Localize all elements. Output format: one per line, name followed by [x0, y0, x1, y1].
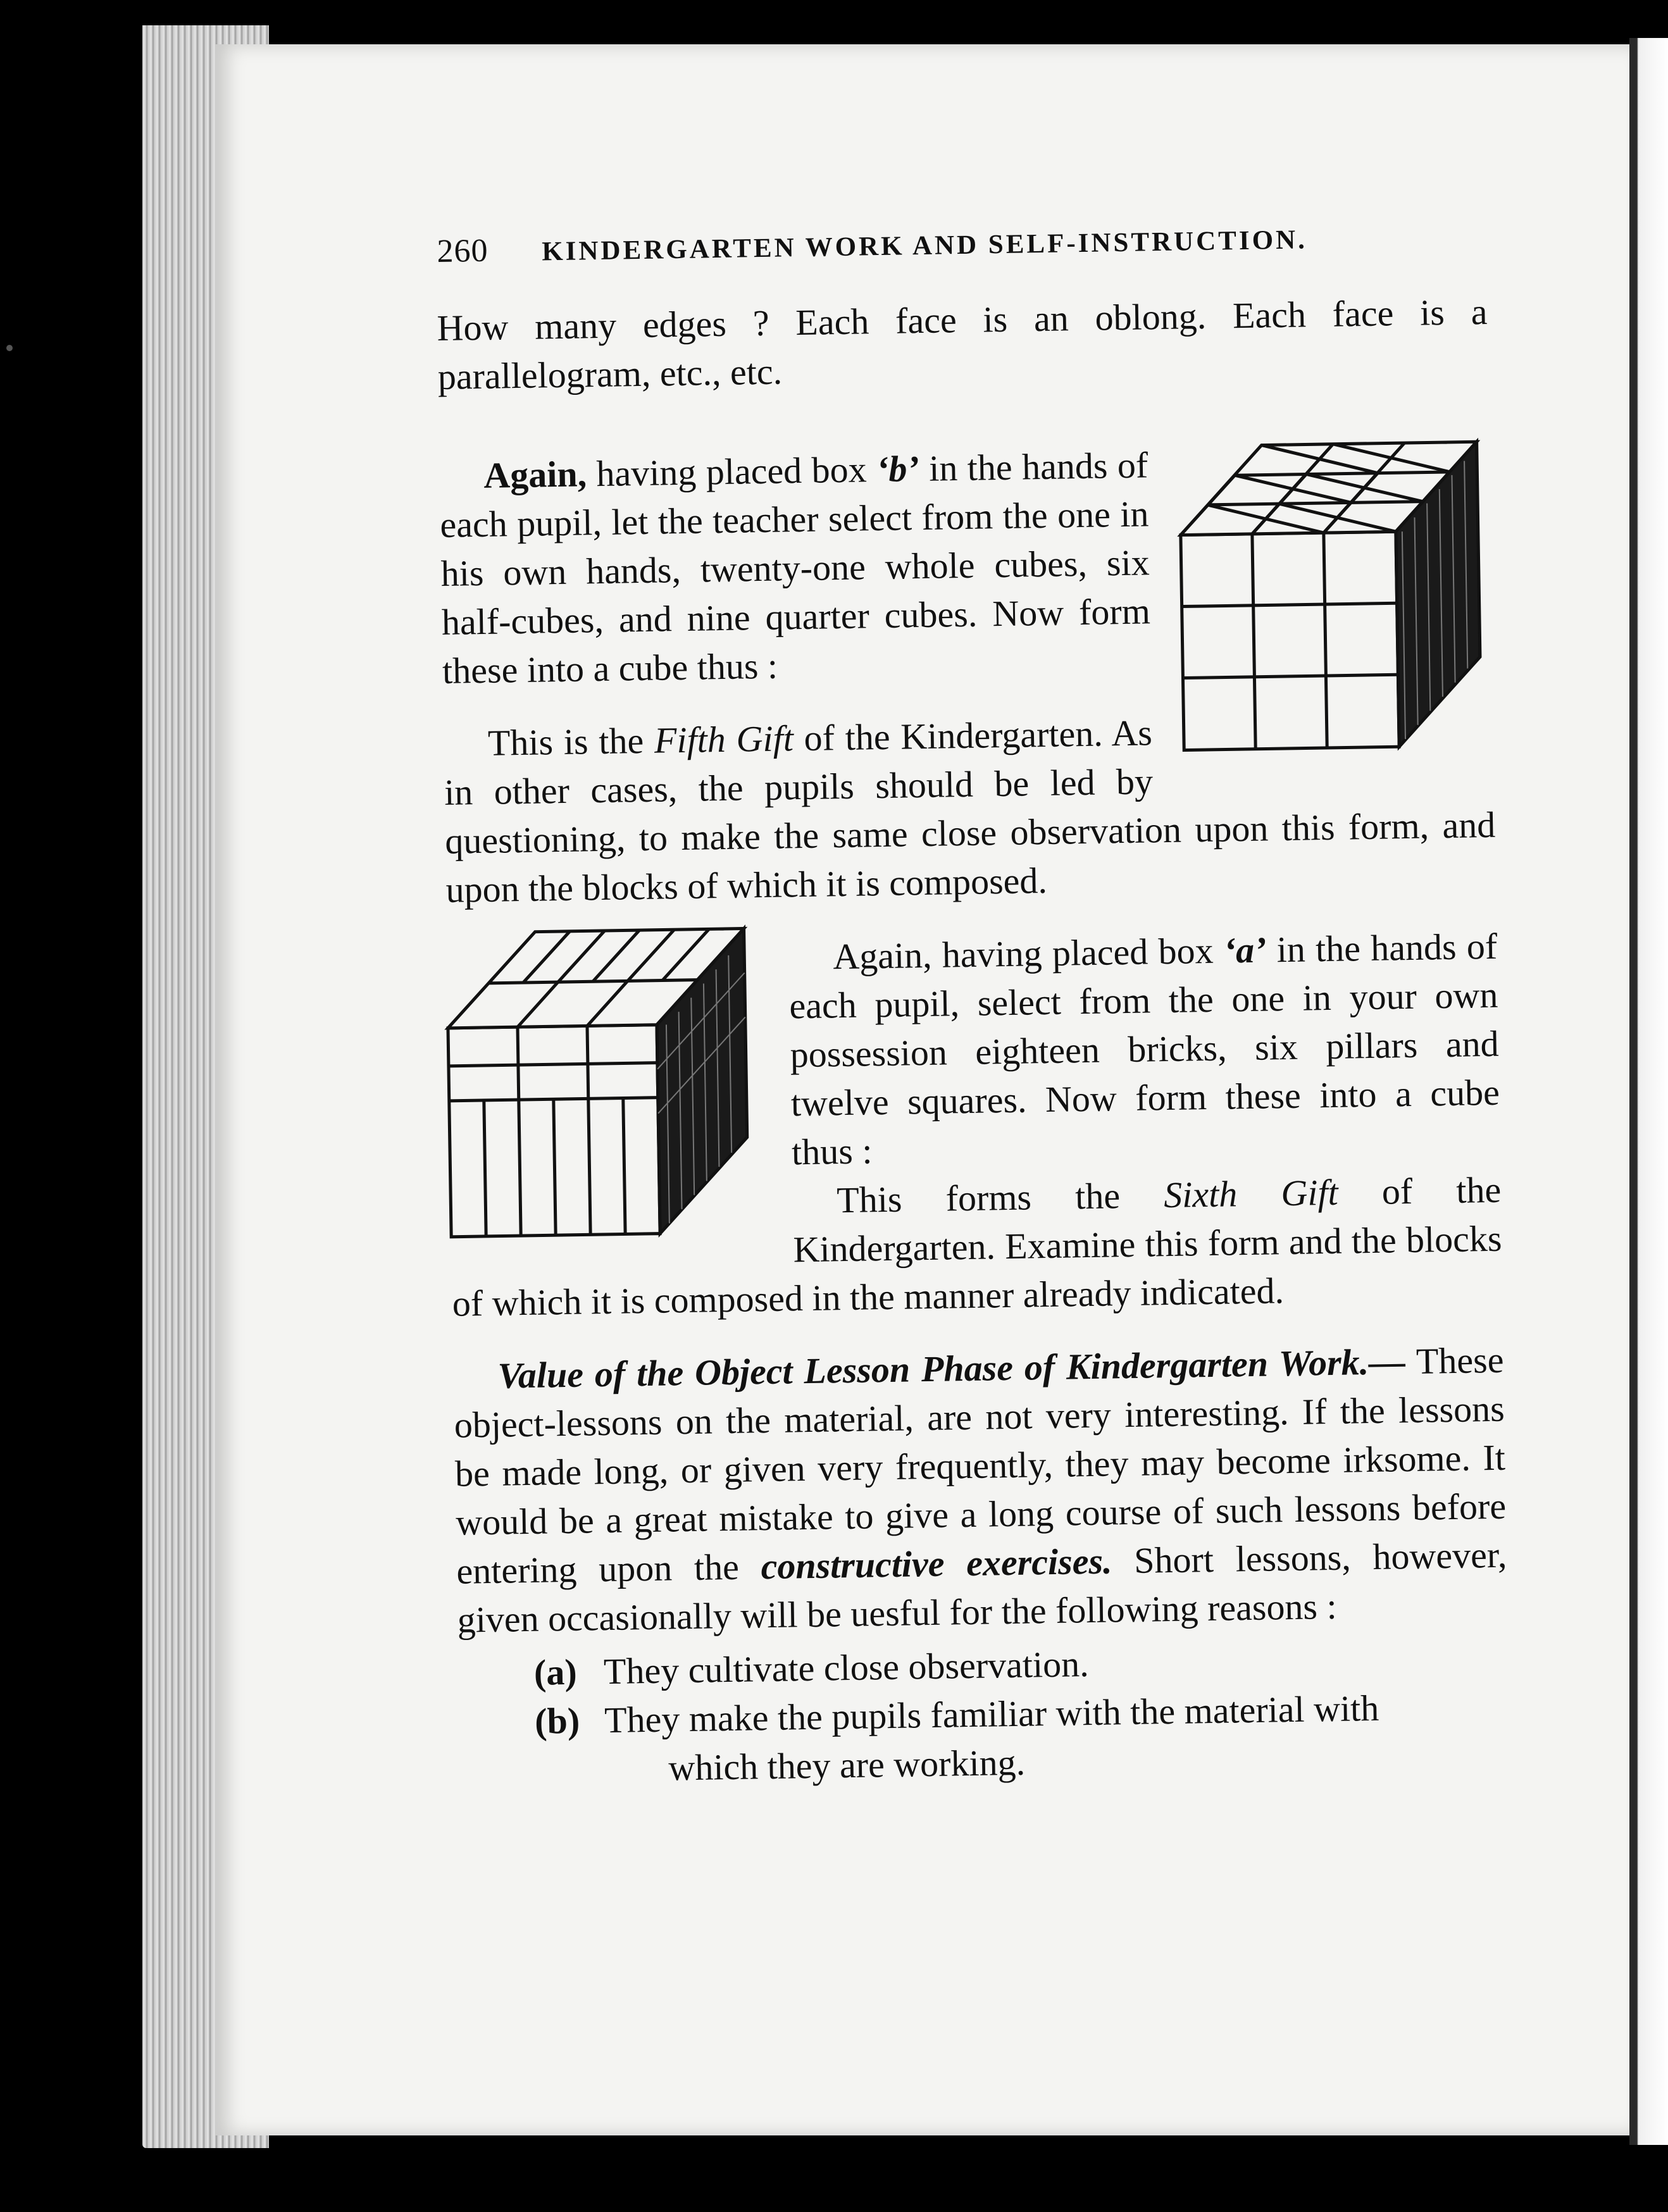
- list-item: [535, 1682, 1510, 1794]
- fifth-gift-cube-illustration: [1173, 435, 1495, 757]
- paragraph-fifth-gift-intro: Again, having placed box ‘b’ in the hands of each pupil, let the teacher select from the one in his own hands, twenty-one whole cubes, six half-cubes, and nine quarter cubes. Now form these into a cube thus :: [439, 444, 1151, 692]
- paragraph-sixth-gift-intro: Again, having placed box ‘a’ in the hands of each pupil, select from the one in your own possession eighteen bricks, six pillars and twelve squares. Now form these into a cube thus :: [788, 925, 1500, 1173]
- list-item-text: They make the pupils familiar with the material with: [604, 1687, 1379, 1741]
- list-marker: (b): [534, 1699, 580, 1742]
- list-marker: (a): [533, 1651, 578, 1693]
- section-heading: Value of the Object Lesson Phase of Kindergarten Work.—: [497, 1341, 1406, 1396]
- paragraph-sixth-gift: This forms the Sixth Gift of the Kindergarten. Examine this form and the blocks of which it is composed in the manner already indicated.: [452, 1169, 1502, 1324]
- facing-page-edge: [1629, 38, 1668, 2145]
- paragraph-fifth-gift: This is the Fifth Gift of the Kindergarten. As in other cases, the pupils should be led by questioning, to make the same close observation upon this form, and upon the blocks of which it is composed.: [444, 712, 1496, 910]
- list-item-continuation: which they are working.: [668, 1741, 1026, 1789]
- scan-speck: [6, 345, 13, 351]
- page-body: [437, 287, 1510, 1796]
- fifth-gift-cube-svg: [1173, 435, 1495, 757]
- sixth-gift-cube-illustration: [440, 922, 755, 1243]
- paragraph-value-of-object-lessons: Value of the Object Lesson Phase of Kindergarten Work.— These object-lessons on the material, are not very interesting. If the lessons be made long, or given very frequently, they may become irksome. It would be a great mistake to give a long course of such lessons before entering upon the constructive exercises. Short lessons, however, given occasionally will be uesful for the following reasons :: [454, 1339, 1507, 1641]
- paragraph-edges: How many edges ? Each face is an oblong. Each face is a parallelogram, etc., etc.: [437, 290, 1488, 397]
- page-number: 260: [437, 232, 489, 270]
- running-title: KINDERGARTEN WORK AND SELF-INSTRUCTION.: [541, 225, 1308, 267]
- reasons-list: [457, 1633, 1510, 1796]
- list-item-text: They cultivate close observation.: [603, 1643, 1090, 1693]
- sixth-gift-cube-svg: [440, 922, 755, 1243]
